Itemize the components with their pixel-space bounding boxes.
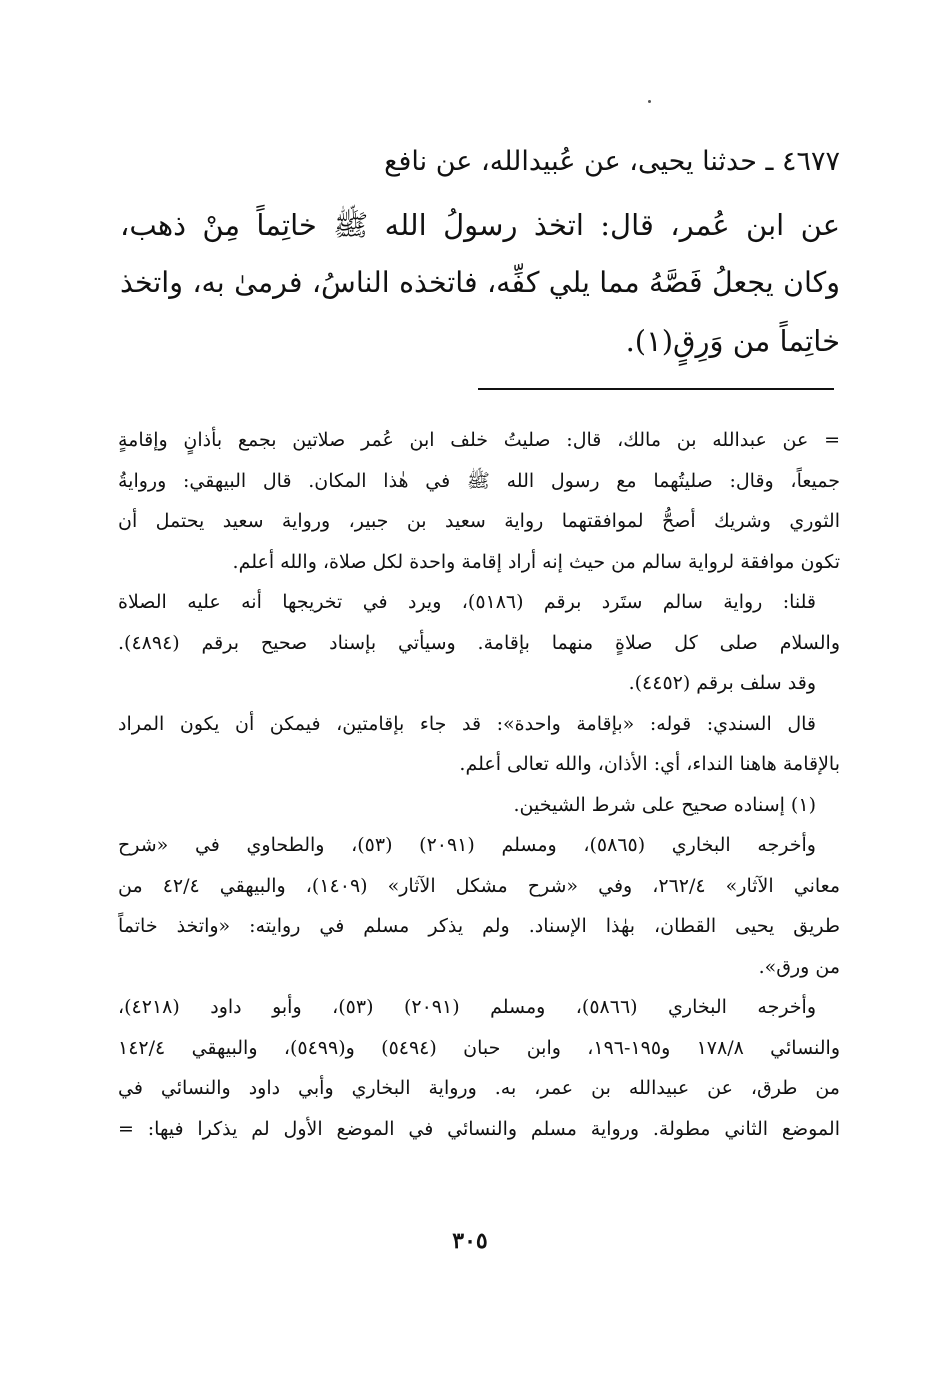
footnote-line: وأخرجه البخاري (٥٨٦٥)، ومسلم (٢٠٩١) (٥٣)، والطحاوي في «شرح (118, 834, 816, 856)
footnote-line: قال السندي: قوله: «بإقامة واحدة»: قد جاء بإقامتين، فيمكن أن يكون المراد (118, 712, 816, 735)
footnote-line: جميعاً، وقال: صليتُهما مع رسول الله ﷺ في هٰذا المكان. قال البيهقي: وروايةُ (118, 469, 840, 492)
hadith-line: وكان يجعلُ فَصَّهُ مما يلي كفِّه، فاتخذه الناسُ، فرمىٰ به، واتخذ (120, 266, 840, 299)
footnote-line: الثوري وشريك أصحُّ لموافقتهما رواية سعيد بن جبير، ورواية سعيد يحتمل أن (118, 510, 840, 532)
footnotes (118, 420, 840, 1149)
hadith-line: خاتِماً من وَرِقٍ(١). (625, 324, 840, 358)
footnote-line: الموضع الثاني مطولة. ورواية مسلم والنسائي في الموضع الأول لم يذكرا فيها: = (118, 1117, 840, 1140)
footnote-line: وأخرجه البخاري (٥٨٦٦)، ومسلم (٢٠٩١) (٥٣)، وأبو داود (٤٢١٨)، (118, 996, 817, 1018)
footnote-line: معاني الآثار» ٢٦٢/٤، وفي «شرح مشكل الآثار» (١٤٠٩)، والبيهقي ٤٢/٤ من (118, 874, 840, 897)
footnote-line: وقد سلف برقم (٤٤٥٢). (628, 672, 816, 694)
footnote-line: بالإقامة هاهنا النداء، أي: الأذان، والله تعالى أعلم. (459, 753, 840, 775)
footnote-number-line: (١) إسناده صحيح على شرط الشيخين. (513, 793, 816, 816)
footnote-line: تكون موافقة لرواية سالم من حيث إنه أراد إقامة واحدة لكل صلاة، والله أعلم. (232, 550, 840, 573)
footnote-separator-rule (478, 388, 834, 390)
page-number: ٣٠٥ (452, 1228, 488, 1254)
footnote-line: قلنا: رواية سالم ستَرد برقم (٥١٨٦)، ويرد في تخريجها أنه عليه الصلاة (118, 591, 816, 613)
footnote-line: طريق يحيى القطان، بهٰذا الإسناد. ولم يذكر مسلم في روايته: «واتخذ خاتماً (118, 915, 840, 937)
footnote-line: والسلام صلى كل صلاةٍ منهما بإقامة. وسيأتي بإسناد صحيح برقم (٤٨٩٤). (118, 631, 840, 654)
speck (648, 100, 651, 103)
footnote-line: والنسائي ١٧٨/٨ و١٩٥-١٩٦، وابن حبان (٥٤٩٤) و(٥٤٩٩)، والبيهقي ١٤٢/٤ (118, 1036, 840, 1059)
footnote-line: من طرق، عن عبيدالله بن عمر، به. ورواية البخاري وأبي داود والنسائي في (118, 1077, 840, 1099)
hadith-text (120, 196, 840, 370)
hadith-line: عن ابن عُمر، قال: اتخذ رسولُ الله ﷺ خاتِماً مِنْ ذهب، (120, 208, 840, 242)
footnote-line: = عن عبدالله بن مالك، قال: صليتُ خلف ابن عُمر صلاتين بجمع بأذانٍ وإقامةٍ (118, 429, 840, 451)
footnote-line: من ورق». (758, 955, 840, 978)
hadith-opening-line: ٤٦٧٧ ـ حدثنا يحيى، عن عُبيدالله، عن نافع (384, 146, 840, 177)
